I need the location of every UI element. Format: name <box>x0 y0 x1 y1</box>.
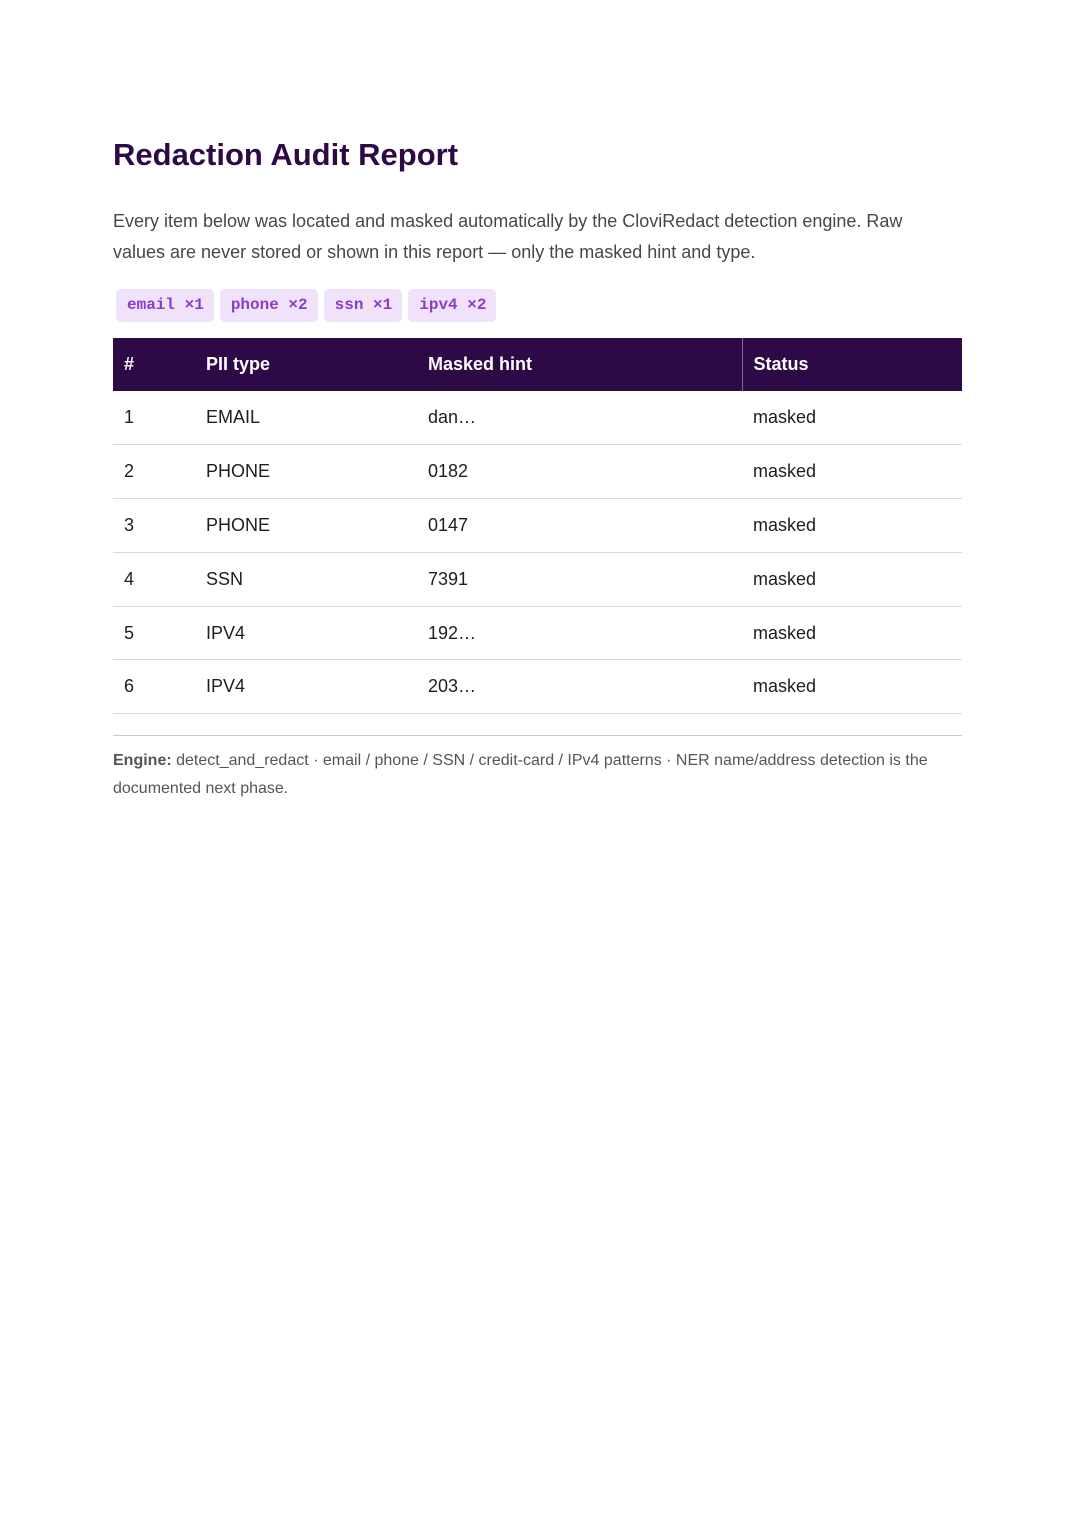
row-num: 1 <box>113 391 195 445</box>
row-status: masked <box>742 499 962 553</box>
row-pii-type: PHONE <box>195 445 417 499</box>
row-masked-hint: 7391 <box>417 552 742 606</box>
header-num: # <box>113 338 195 391</box>
engine-description: detect_and_redact · email / phone / SSN / credit-card / IPv4 patterns · NER name/address detection is the documented next phase. <box>113 752 928 797</box>
footer-divider <box>113 735 962 736</box>
table-row <box>113 552 962 606</box>
row-status: masked <box>742 391 962 445</box>
row-status: masked <box>742 552 962 606</box>
header-status: Status <box>742 338 962 391</box>
header-masked-hint: Masked hint <box>417 338 742 391</box>
engine-label: Engine: <box>113 752 172 769</box>
row-num: 2 <box>113 445 195 499</box>
table-row <box>113 391 962 445</box>
row-masked-hint: 203… <box>417 660 742 714</box>
table-header-row <box>113 338 962 391</box>
table-row <box>113 606 962 660</box>
pii-summary-chips <box>116 289 496 322</box>
row-pii-type: EMAIL <box>195 391 417 445</box>
table-row <box>113 445 962 499</box>
chip-email: email ×1 <box>116 289 214 322</box>
row-num: 5 <box>113 606 195 660</box>
row-masked-hint: 0147 <box>417 499 742 553</box>
row-masked-hint: 192… <box>417 606 742 660</box>
redaction-table <box>113 338 962 714</box>
row-num: 3 <box>113 499 195 553</box>
header-pii-type: PII type <box>195 338 417 391</box>
page-title: Redaction Audit Report <box>113 137 459 172</box>
engine-footnote <box>113 747 962 803</box>
table-row <box>113 499 962 553</box>
chip-phone: phone ×2 <box>220 289 318 322</box>
row-status: masked <box>742 660 962 714</box>
table-row <box>113 660 962 714</box>
chip-ipv4: ipv4 ×2 <box>408 289 496 322</box>
row-masked-hint: 0182 <box>417 445 742 499</box>
row-pii-type: SSN <box>195 552 417 606</box>
row-pii-type: IPV4 <box>195 660 417 714</box>
row-masked-hint: dan… <box>417 391 742 445</box>
row-pii-type: IPV4 <box>195 606 417 660</box>
intro-paragraph: Every item below was located and masked automatically by the CloviRedact detection engine. Raw values are never stored or shown in this report — only the masked hint and type. <box>113 211 903 262</box>
row-num: 6 <box>113 660 195 714</box>
row-pii-type: PHONE <box>195 499 417 553</box>
row-num: 4 <box>113 552 195 606</box>
chip-ssn: ssn ×1 <box>324 289 403 322</box>
row-status: masked <box>742 606 962 660</box>
row-status: masked <box>742 445 962 499</box>
